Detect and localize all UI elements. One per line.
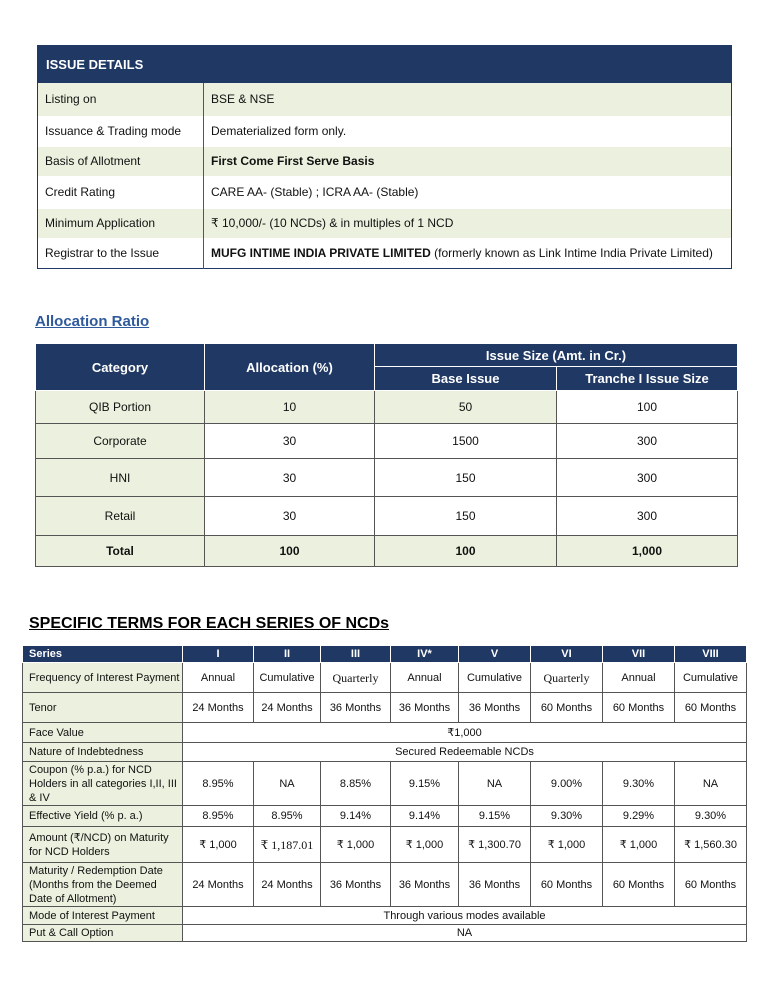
- yield-cell: 8.95%: [254, 806, 321, 827]
- amount-cell: ₹ 1,187.01: [254, 827, 321, 863]
- category-cell: QIB Portion: [36, 391, 205, 424]
- series-header-row: [23, 646, 747, 663]
- base-cell: 150: [375, 459, 557, 497]
- series-cell: VI: [531, 646, 603, 663]
- mode-label: Mode of Interest Payment: [23, 907, 183, 925]
- tenor-label: Tenor: [23, 693, 183, 723]
- coupon-cell: 8.85%: [321, 762, 391, 806]
- yield-cell: 9.29%: [603, 806, 675, 827]
- registrar-value: [204, 238, 732, 269]
- amount-cell: ₹ 1,000: [391, 827, 459, 863]
- tranche-cell: 300: [557, 424, 738, 459]
- frequency-cell: Annual: [603, 663, 675, 693]
- series-cell: VIII: [675, 646, 747, 663]
- base-cell: 50: [375, 391, 557, 424]
- category-cell: Total: [36, 536, 205, 567]
- base-issue-header: Base Issue: [375, 367, 557, 391]
- maturity-cell: 60 Months: [603, 863, 675, 907]
- minimum-application-value: ₹ 10,000/- (10 NCDs) & in multiples of 1 NCD: [204, 209, 732, 238]
- tenor-cell: 60 Months: [603, 693, 675, 723]
- amount-cell: ₹ 1,000: [321, 827, 391, 863]
- series-label: Series: [23, 646, 183, 663]
- put-call-row: [23, 925, 747, 942]
- category-header: Category: [36, 344, 205, 391]
- maturity-cell: 60 Months: [675, 863, 747, 907]
- nature-label: Nature of Indebtedness: [23, 743, 183, 762]
- allocation-cell: 30: [205, 459, 375, 497]
- credit-rating-label: Credit Rating: [38, 176, 204, 209]
- allocation-ratio-table: [35, 343, 738, 567]
- nature-row: [23, 743, 747, 762]
- issue-details-title: ISSUE DETAILS: [38, 46, 732, 83]
- table-row: [36, 424, 738, 459]
- coupon-cell: NA: [254, 762, 321, 806]
- effective-yield-row: [23, 806, 747, 827]
- maturity-cell: 36 Months: [391, 863, 459, 907]
- series-cell: IV*: [391, 646, 459, 663]
- category-cell: Corporate: [36, 424, 205, 459]
- tenor-cell: 60 Months: [675, 693, 747, 723]
- coupon-row: [23, 762, 747, 806]
- tenor-cell: 60 Months: [531, 693, 603, 723]
- base-cell: 100: [375, 536, 557, 567]
- series-cell: V: [459, 646, 531, 663]
- minimum-application-label: Minimum Application: [38, 209, 204, 238]
- base-cell: 150: [375, 497, 557, 536]
- maturity-cell: 24 Months: [254, 863, 321, 907]
- allotment-basis-label: Basis of Allotment: [38, 147, 204, 176]
- yield-cell: 9.14%: [321, 806, 391, 827]
- listing-value: BSE & NSE: [204, 83, 732, 116]
- tranche-header: Tranche I Issue Size: [557, 367, 738, 391]
- amount-label: Amount (₹/NCD) on Maturity for NCD Holders: [23, 827, 183, 863]
- coupon-label: Coupon (% p.a.) for NCD Holders in all categories I,II, III & IV: [23, 762, 183, 806]
- issuance-mode-label: Issuance & Trading mode: [38, 116, 204, 147]
- tenor-cell: 24 Months: [183, 693, 254, 723]
- specific-terms-table: [22, 645, 747, 942]
- frequency-cell: Cumulative: [675, 663, 747, 693]
- maturity-row: [23, 863, 747, 907]
- allocation-cell: 30: [205, 424, 375, 459]
- base-cell: 1500: [375, 424, 557, 459]
- maturity-label: Maturity / Redemption Date (Months from the Deemed Date of Allotment): [23, 863, 183, 907]
- table-row: [36, 391, 738, 424]
- tranche-cell: 100: [557, 391, 738, 424]
- table-row: [36, 536, 738, 567]
- table-row: [36, 497, 738, 536]
- coupon-cell: NA: [675, 762, 747, 806]
- coupon-cell: 8.95%: [183, 762, 254, 806]
- frequency-row: [23, 663, 747, 693]
- amount-cell: ₹ 1,000: [603, 827, 675, 863]
- registrar-name: MUFG INTIME INDIA PRIVATE LIMITED: [211, 245, 431, 260]
- issue-details-table: [37, 45, 732, 269]
- credit-rating-value: CARE AA- (Stable) ; ICRA AA- (Stable): [204, 176, 732, 209]
- tenor-cell: 36 Months: [391, 693, 459, 723]
- yield-cell: 9.30%: [531, 806, 603, 827]
- nature-cell: Secured Redeemable NCDs: [183, 743, 747, 762]
- allocation-cell: 30: [205, 497, 375, 536]
- face-value-cell: ₹1,000: [183, 723, 747, 743]
- yield-cell: 9.30%: [675, 806, 747, 827]
- tenor-cell: 24 Months: [254, 693, 321, 723]
- coupon-cell: 9.00%: [531, 762, 603, 806]
- maturity-cell: 60 Months: [531, 863, 603, 907]
- allocation-header: Allocation (%): [205, 344, 375, 391]
- category-cell: Retail: [36, 497, 205, 536]
- category-cell: HNI: [36, 459, 205, 497]
- registrar-label: Registrar to the Issue: [38, 238, 204, 269]
- tranche-cell: 300: [557, 459, 738, 497]
- tranche-cell: 300: [557, 497, 738, 536]
- tenor-row: [23, 693, 747, 723]
- frequency-label: Frequency of Interest Payment: [23, 663, 183, 693]
- frequency-cell: Cumulative: [459, 663, 531, 693]
- series-cell: II: [254, 646, 321, 663]
- put-call-cell: NA: [183, 925, 747, 942]
- listing-label: Listing on: [38, 83, 204, 116]
- allocation-cell: 10: [205, 391, 375, 424]
- frequency-cell: Annual: [183, 663, 254, 693]
- tenor-cell: 36 Months: [459, 693, 531, 723]
- amount-cell: ₹ 1,560.30: [675, 827, 747, 863]
- put-call-label: Put & Call Option: [23, 925, 183, 942]
- effective-yield-label: Effective Yield (% p. a.): [23, 806, 183, 827]
- coupon-cell: NA: [459, 762, 531, 806]
- tranche-cell: 1,000: [557, 536, 738, 567]
- yield-cell: 9.14%: [391, 806, 459, 827]
- mode-row: [23, 907, 747, 925]
- issuance-mode-value: Dematerialized form only.: [204, 116, 732, 147]
- series-cell: VII: [603, 646, 675, 663]
- series-cell: III: [321, 646, 391, 663]
- mode-cell: Through various modes available: [183, 907, 747, 925]
- amount-row: [23, 827, 747, 863]
- amount-cell: ₹ 1,300.70: [459, 827, 531, 863]
- series-cell: I: [183, 646, 254, 663]
- frequency-cell: Quarterly: [531, 663, 603, 693]
- amount-cell: ₹ 1,000: [531, 827, 603, 863]
- allotment-basis-value: First Come First Serve Basis: [204, 147, 732, 176]
- issue-size-header: Issue Size (Amt. in Cr.): [375, 344, 738, 367]
- specific-terms-title: SPECIFIC TERMS FOR EACH SERIES OF NCDs: [29, 615, 390, 632]
- registrar-note: (formerly known as Link Intime India Private Limited): [430, 245, 713, 260]
- table-row: [36, 459, 738, 497]
- allocation-cell: 100: [205, 536, 375, 567]
- coupon-cell: 9.30%: [603, 762, 675, 806]
- amount-cell: ₹ 1,000: [183, 827, 254, 863]
- maturity-cell: 24 Months: [183, 863, 254, 907]
- yield-cell: 9.15%: [459, 806, 531, 827]
- tenor-cell: 36 Months: [321, 693, 391, 723]
- face-value-label: Face Value: [23, 723, 183, 743]
- face-value-row: [23, 723, 747, 743]
- frequency-cell: Quarterly: [321, 663, 391, 693]
- maturity-cell: 36 Months: [459, 863, 531, 907]
- coupon-cell: 9.15%: [391, 762, 459, 806]
- yield-cell: 8.95%: [183, 806, 254, 827]
- frequency-cell: Annual: [391, 663, 459, 693]
- frequency-cell: Cumulative: [254, 663, 321, 693]
- allocation-ratio-title: Allocation Ratio: [35, 313, 150, 330]
- maturity-cell: 36 Months: [321, 863, 391, 907]
